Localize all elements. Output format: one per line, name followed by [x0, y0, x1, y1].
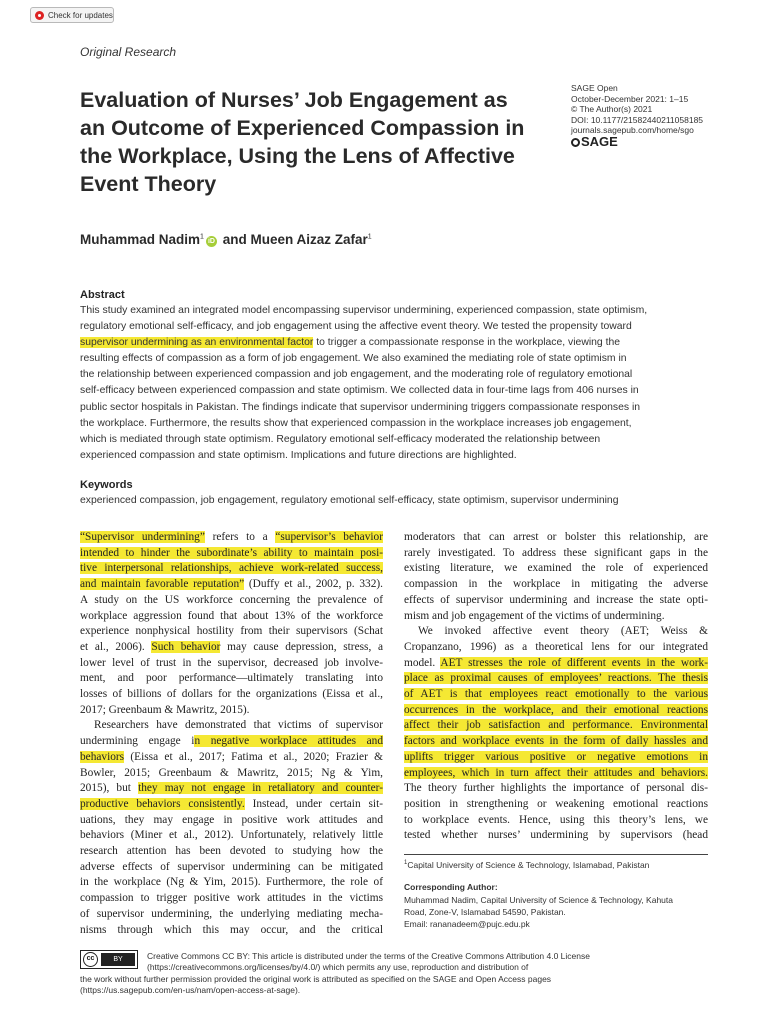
abstract-line: resulting effects of compassion as a form of job engagement. We also examined the mediating role of state optimism in	[80, 353, 627, 365]
abstract-line: public sector hospitals in Pakistan. The findings indicate that supervisor undermining triggers compassionate responses in	[80, 401, 641, 413]
abstract-text	[80, 303, 708, 464]
abstract-line: This study examined an integrated model encompassing supervisor undermining, experienced compassion, state optimism,	[80, 305, 648, 316]
footnote-divider	[404, 854, 708, 855]
body-line: “Supervisor undermining” refers to a “supervisor’s behavior	[80, 531, 383, 543]
body-line: and maintain favorable reputation” (Duffy et al., 2002, p. 332).	[80, 578, 383, 591]
body-line: 2017; Greenbaum & Mawritz, 2015).	[80, 703, 250, 716]
keywords-heading: Keywords	[80, 479, 133, 491]
body-column-left	[80, 530, 383, 938]
body-line: uations, they may engage in positive work attitudes and	[80, 813, 383, 826]
body-line: tive interpersonal relationships, achieve work-related success,	[80, 562, 383, 575]
body-line: to workplace events. Hence, using this theory’s lens, we	[404, 813, 708, 826]
abstract-line: the relationship between experienced compassion and job engagement, and the moderating role of regulatory emotional	[80, 369, 633, 381]
body-line: et al., 2006). Such behavior may cause depression, stress, a	[80, 640, 383, 653]
abstract-line: which is mediated through state optimism. Regulatory emotional self-efficacy moderated the relationship between	[80, 433, 601, 445]
body-line: Researchers have demonstrated that victims of supervisor	[94, 719, 383, 732]
body-line: intended to hinder the subordinate’s ability to maintain posi-	[80, 546, 383, 559]
body-line: research attention has been devoted to studying how the	[80, 845, 383, 858]
body-line: employees, which in turn affect their attitudes and behaviors.	[404, 766, 708, 779]
body-line: We invoked affective event theory (AET; Weiss &	[418, 625, 708, 638]
highlight: supervisor undermining as an environmental factor	[80, 337, 314, 349]
abstract-heading: Abstract	[80, 289, 125, 301]
abstract-line: self-efficacy between experienced compassion and state optimism. We collected data in four-time lags from 406 nurses in	[80, 385, 639, 397]
license-link[interactable]: (https://us.sagepub.com/en-us/nam/open-access-at-sage).	[80, 984, 301, 995]
article-type-label: Original Research	[80, 45, 177, 59]
license-line: the work without further permission provided the original work is attributed as specified on the SAGE and Open Access pages	[80, 973, 552, 984]
body-line: effects of supervisor undermining and increase the state opti-	[404, 593, 708, 606]
body-line: behaviors (Eissa et al., 2017; Fatima et al., 2020; Frazier &	[80, 750, 383, 763]
affiliation-marker: 1	[367, 233, 372, 241]
author-name[interactable]: Mueen Aizaz Zafar	[250, 232, 368, 247]
publication-info	[571, 83, 703, 136]
sage-ring-icon	[571, 138, 580, 147]
body-line: nisms through which this may occur, and the critical	[80, 923, 383, 936]
corr-email[interactable]: Email: rananadeem@pujc.edu.pk	[404, 919, 530, 929]
body-line: adverse effects of supervisor undermining can be mitigated	[80, 860, 383, 873]
body-line: rarely investigated. To address these significant gaps in the	[404, 546, 708, 559]
corr-line: Muhammad Nadim, Capital University of Science & Technology, Kahuta	[404, 895, 673, 905]
cc-icon: cc	[83, 952, 98, 967]
orcid-icon[interactable]: iD	[207, 238, 215, 245]
body-line: losses of billions of dollars for the organizations (Eissa et al.,	[80, 688, 383, 701]
abstract-line: the workplace. Furthermore, the results show that experienced compassion in the workplace increases job engagement,	[80, 417, 632, 429]
license-statement	[80, 951, 708, 996]
check-for-updates-button[interactable]	[30, 7, 114, 23]
body-line: factors and workplace events in the form of daily hassles and	[404, 735, 708, 748]
body-line: Bowler, 2015; Greenbaum & Mawritz, 2015; Ng & Yim,	[80, 766, 383, 779]
body-line: affect their job satisfaction and performance. Environmental	[404, 719, 708, 732]
sage-logo-text: SAGE	[581, 134, 618, 149]
body-line: of AET is that employees react emotionally to the various	[404, 688, 708, 701]
journal-url[interactable]: journals.sagepub.com/home/sgo	[571, 125, 694, 135]
body-line: workplace aggression found that about 13% of the workforce	[80, 609, 383, 622]
author-connector: and	[222, 232, 247, 247]
body-line: productive behaviors consistently. Instead, under certain sit-	[80, 797, 384, 810]
corresponding-author-details	[404, 894, 673, 930]
doi-link[interactable]: DOI: 10.1177/21582440211058185	[571, 114, 704, 125]
abstract-line: supervisor undermining as an environmental factor to trigger a compassionate response in the workplace, viewing the	[80, 337, 621, 349]
body-line: ment, and poor performance—ultimately translating into	[80, 672, 383, 685]
crossmark-icon	[35, 11, 44, 20]
body-line: tested whether nurses’ undermining by supervisors (head	[404, 829, 708, 842]
body-line: lower level of trust in the supervisor, decreased job involve-	[80, 656, 383, 669]
body-line: experience nonphysical hostility from their supervisors (Schat	[80, 625, 383, 638]
body-line: in the workplace (Ng & Yim, 2015). Furthermore, the role of	[80, 876, 383, 889]
affiliation-note: $^1$Capital University of Science & Technology, Islamabad, Pakistan	[404, 860, 650, 870]
body-line: compassion to trigger positive work attitudes in the victims	[80, 892, 383, 905]
body-line: existing literature, we examined the role of experienced	[404, 562, 708, 575]
body-line: 2015), but they may not engage in retaliatory and counter-	[80, 782, 384, 795]
journal-name: SAGE Open	[571, 83, 618, 93]
body-line: of supervisor undermining, the underlying mediating mecha-	[80, 907, 383, 920]
body-line: occurrences in the workplace, and their emotional reactions	[404, 703, 708, 716]
body-line: uplifts trigger various positive or negative emotions in	[404, 750, 708, 763]
body-line: model. AET stresses the role of different events in the work-	[404, 656, 708, 669]
abstract-line: experienced compassion and state optimism. Implications and future directions are highlighted.	[80, 449, 517, 461]
body-line: mism and job engagement of the victims of undermining.	[404, 609, 665, 622]
affiliation-marker: 1	[200, 233, 204, 241]
sage-logo	[571, 134, 618, 149]
body-line: behaviors (Miner et al., 2012). Unfortunately, relatively little	[80, 829, 383, 842]
paper-title: Evaluation of Nurses’ Job Engagement as an Outcome of Experienced Compassion in the Workplace, Using the Lens of Affective Event Theory	[80, 88, 525, 196]
corr-line: Road, Zone-V, Islamabad 54590, Pakistan.	[404, 907, 566, 917]
keywords-text: experienced compassion, job engagement, regulatory emotional self-efficacy, state optimism, supervisor undermining	[80, 495, 619, 506]
license-link[interactable]: (https://creativecommons.org/licenses/by/4.0/) which permits any use, reproduction and distribution of	[147, 962, 529, 973]
body-column-right	[404, 530, 708, 844]
author-list	[80, 232, 372, 247]
body-line: Cropanzano, 1996) as a theoretical lens for our integrated	[404, 640, 708, 653]
body-line: position in strengthening or weakening emotional reactions	[404, 797, 708, 810]
body-line: place as proximal causes of employees’ reactions. The thesis	[404, 672, 708, 685]
body-line: The theory further highlights the importance of personal dis-	[404, 782, 708, 795]
copyright: © The Author(s) 2021	[571, 104, 653, 114]
body-line: undermining engage in negative workplace attitudes and	[80, 735, 383, 748]
check-for-updates-label: Check for updates	[48, 11, 113, 20]
issue-date: October-December 2021: 1–15	[571, 93, 689, 104]
body-line: moderators that can arrest or bolster this relationship, are	[404, 531, 708, 543]
body-line: A study on the US workforce concerning the prevalence of	[80, 593, 383, 606]
abstract-line: regulatory emotional self-efficacy, and job engagement using the affective event theory. We tested the propensity toward	[80, 321, 632, 333]
by-icon: BY	[101, 953, 135, 966]
license-line: Creative Commons CC BY: This article is distributed under the terms of the Creative Commons Attribution 4.0 License	[147, 951, 590, 961]
body-line: compassion in the workplace in mitigating the adverse	[404, 578, 708, 591]
author-name[interactable]: Muhammad Nadim	[80, 232, 201, 247]
corresponding-author-heading: Corresponding Author:	[404, 882, 498, 892]
